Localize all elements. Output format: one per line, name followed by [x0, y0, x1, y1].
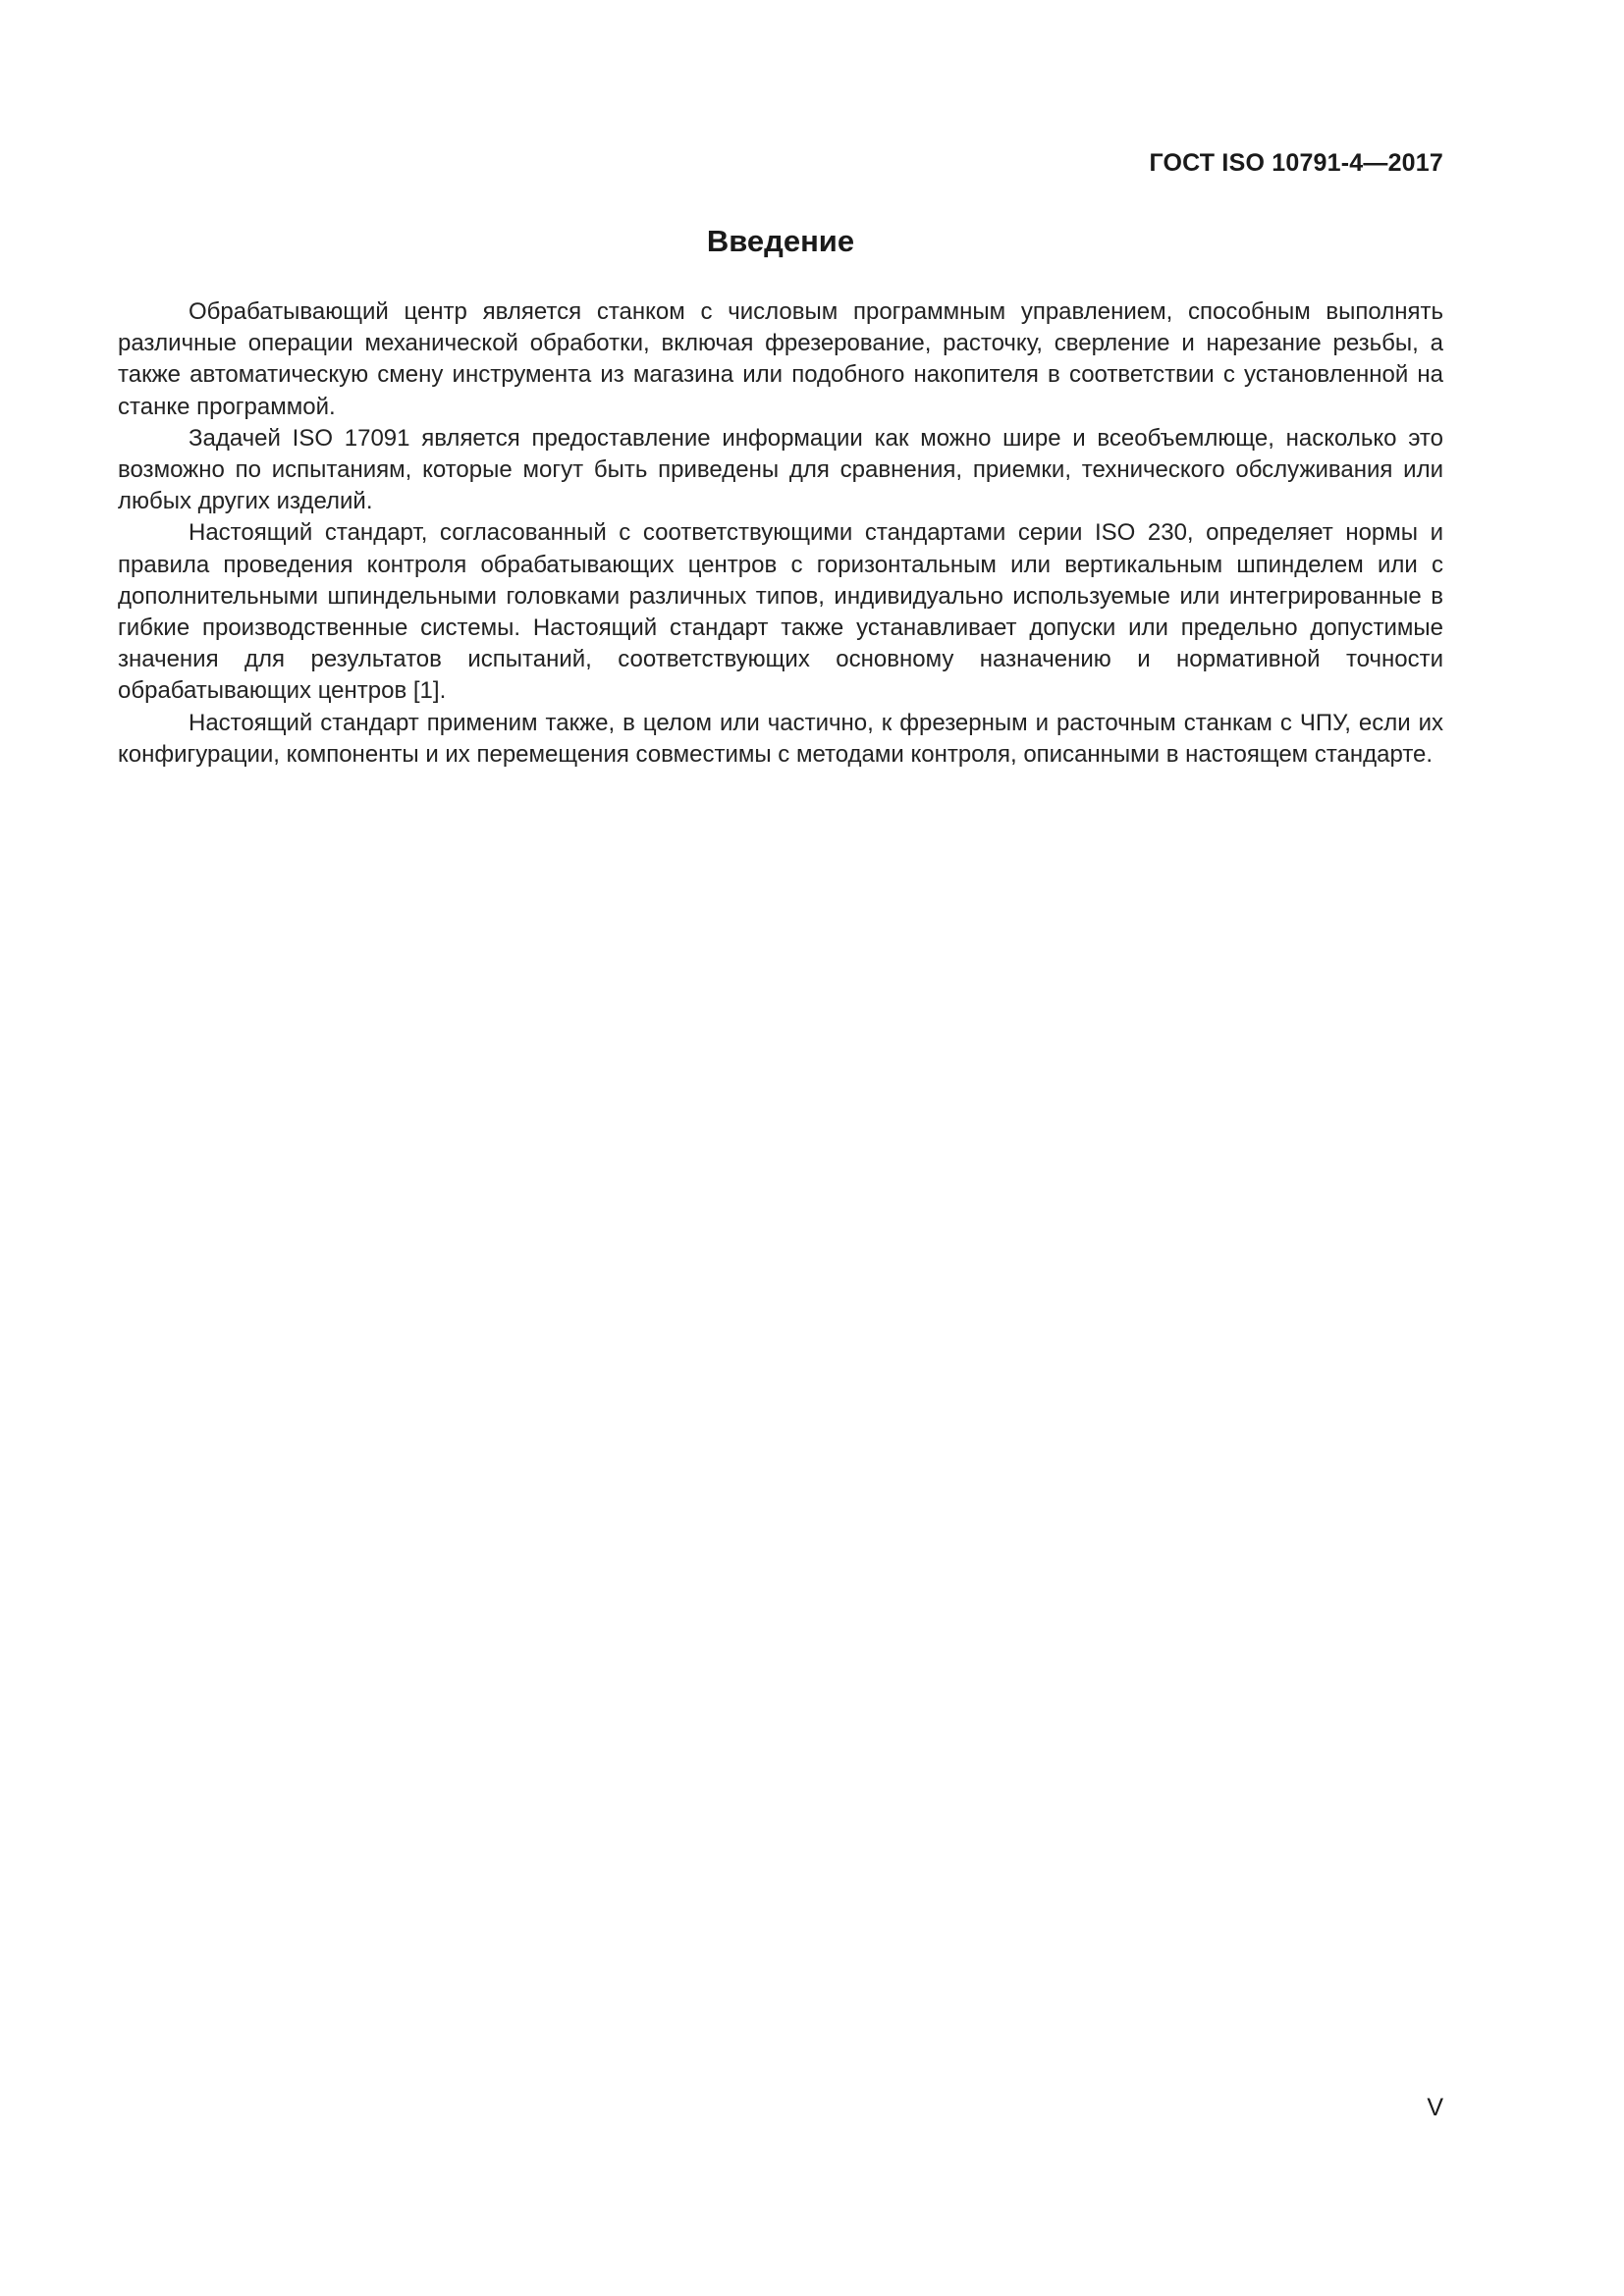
introduction-body [118, 296, 1443, 771]
section-title: Введение [706, 224, 855, 258]
paragraph: Настоящий стандарт, согласованный с соответствующими стандартами серии ISO 230, определяет нормы и правила проведения контроля обрабатывающих центров с горизонтальным или вертикальным шпинделем или с дополнительными шпиндельными головками различных типов, индивидуально используемые или интегрированные в гибкие производственные системы. Настоящий стандарт также устанавливает допуски или предельно допустимые значения для результатов испытаний, соответствующих основному назначению и нормативной точности обрабатывающих центров [1]. [118, 519, 1443, 705]
paragraph: Настоящий стандарт применим также, в целом или частично, к фрезерным и расточным станкам с ЧПУ, если их конфигурации, компоненты и их перемещения совместимы с методами контроля, описанными в настоящем стандарте. [118, 709, 1443, 768]
paragraph: Обрабатывающий центр является станком с числовым программным управлением, способным выполнять различные операции механической обработки, включая фрезерование, расточку, сверление и нарезание резьбы, а также автоматическую смену инструмента из магазина или подобного накопителя в соответствии с установленной на станке программой. [118, 298, 1443, 420]
document-code: ГОСТ ISO 10791-4—2017 [1149, 149, 1443, 177]
paragraph: Задачей ISO 17091 является предоставление информации как можно шире и всеобъемлюще, насколько это возможно по испытаниям, которые могут быть приведены для сравнения, приемки, технического обслуживания или любых других изделий. [118, 424, 1443, 515]
page-number: V [1427, 2094, 1443, 2121]
